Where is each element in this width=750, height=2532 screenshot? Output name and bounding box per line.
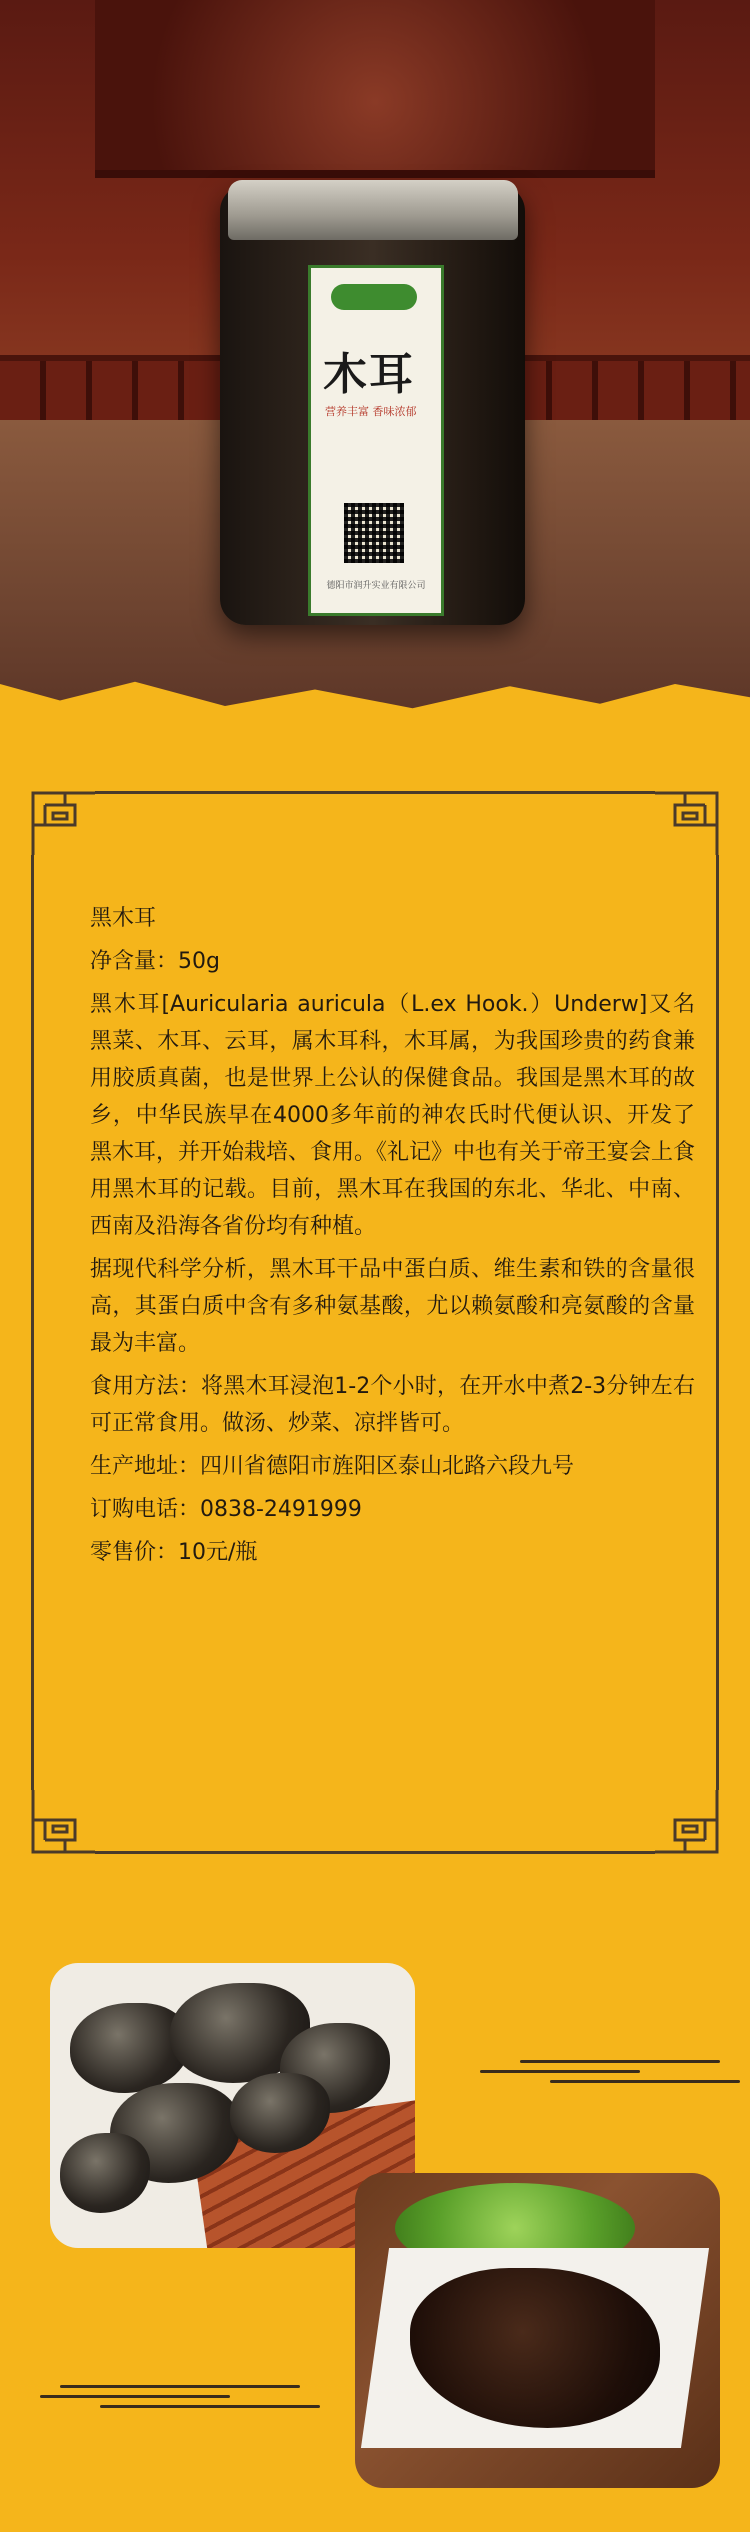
hero-photo bbox=[0, 0, 750, 728]
frame-corner-ornament bbox=[645, 1780, 725, 1860]
production-address: 生产地址：四川省德阳市旌阳区泰山北路六段九号 bbox=[90, 1454, 575, 1479]
deco-line bbox=[520, 2060, 720, 2063]
jar-label-name: 木耳 bbox=[323, 349, 415, 400]
frame-line-right bbox=[716, 855, 719, 1790]
frame-line-top bbox=[95, 791, 655, 794]
jar-label-maker: 德阳市润升实业有限公司 bbox=[326, 581, 426, 591]
usage-instructions: 食用方法：将黑木耳浸泡1-2个小时，在开水中煮2-3分钟左右可正常食用。做汤、炒菜、凉拌皆可。 bbox=[90, 1374, 695, 1436]
frame-corner-ornament bbox=[25, 785, 105, 865]
net-weight: 净含量：50g bbox=[90, 949, 220, 974]
deco-line bbox=[100, 2405, 320, 2408]
deco-line bbox=[40, 2395, 230, 2398]
frame-corner-ornament bbox=[25, 1780, 105, 1860]
frame-line-left bbox=[31, 855, 34, 1790]
retail-price: 零售价：10元/瓶 bbox=[90, 1540, 258, 1565]
jar-lid bbox=[228, 180, 518, 240]
deco-line bbox=[550, 2080, 740, 2083]
product-description: 黑木耳[Auricularia auricula（L.ex Hook.）Underw]又名黑菜、木耳、云耳，属木耳科，木耳属，为我国珍贵的药食兼用胶质真菌，也是世界上公认的保健食品。我国是黑木耳的故乡，中华民族早在4000多年前的神农氏时代便认识、开发了黑木耳，并开始栽培、食用。《礼记》中也有关于帝王宴会上食用黑木耳的记载。目前，黑木耳在我国的东北、华北、中南、西南及沿海各省份均有种植。 bbox=[90, 992, 696, 1239]
deco-line bbox=[480, 2070, 640, 2073]
nutrition-description: 据现代科学分析，黑木耳干品中蛋白质、维生素和铁的含量很高，其蛋白质中含有多种氨基酸，尤以赖氨酸和亮氨酸的含量最为丰富。 bbox=[90, 1257, 695, 1356]
frame-line-bottom bbox=[95, 1851, 655, 1854]
fungus-salad-photo bbox=[355, 2173, 720, 2488]
fungus-piece bbox=[60, 2133, 150, 2213]
frame-corner-ornament bbox=[645, 785, 725, 865]
jar-label-slogan: 营养丰富 香味浓郁 bbox=[325, 405, 417, 418]
product-title: 黑木耳 bbox=[90, 906, 157, 931]
order-phone: 订购电话：0838-2491999 bbox=[90, 1497, 362, 1522]
carved-wall-panel bbox=[95, 0, 655, 178]
product-info bbox=[90, 900, 695, 1577]
jar-label bbox=[308, 265, 444, 616]
brand-logo bbox=[331, 284, 417, 310]
qr-code-icon bbox=[344, 503, 404, 563]
deco-line bbox=[60, 2385, 300, 2388]
